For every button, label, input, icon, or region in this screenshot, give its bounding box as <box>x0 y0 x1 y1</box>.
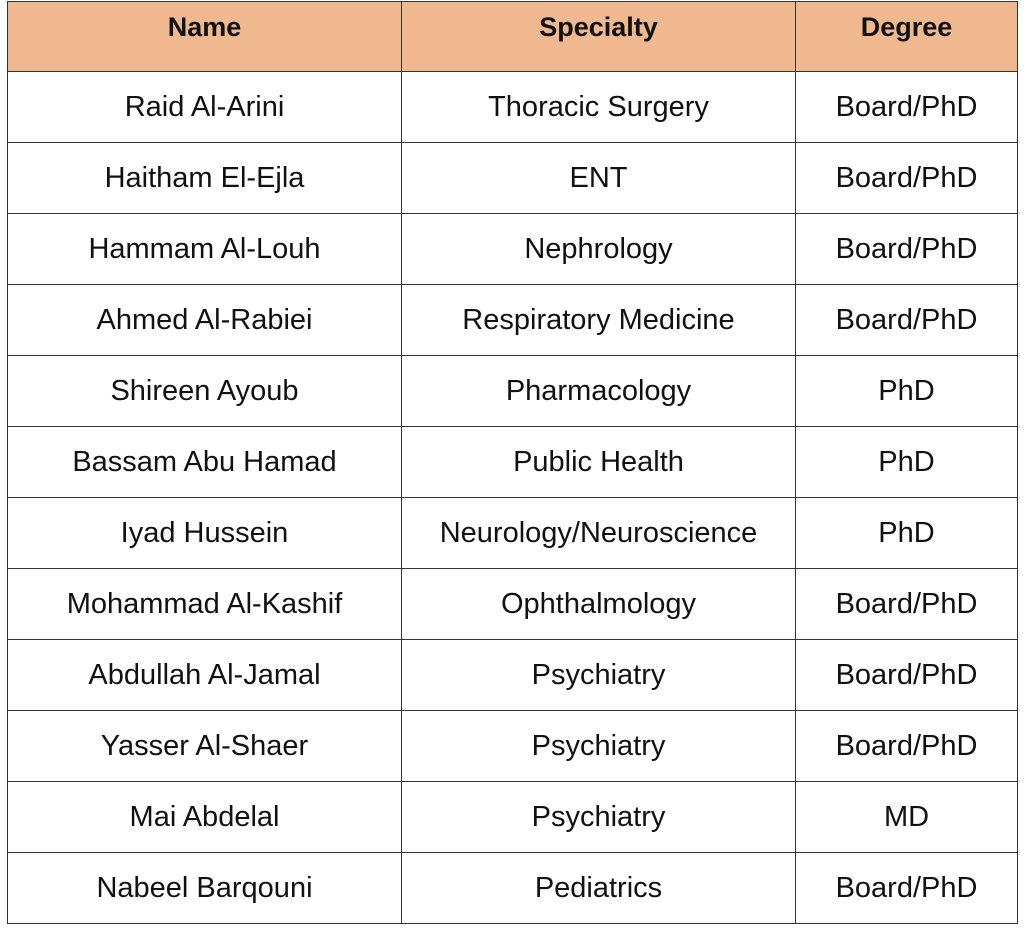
table-row <box>8 711 1018 782</box>
degree-cell: Board/PhD <box>796 853 1018 924</box>
specialty-cell: Pharmacology <box>402 356 796 427</box>
table-row <box>8 640 1018 711</box>
table-row <box>8 214 1018 285</box>
specialty-cell: Psychiatry <box>402 711 796 782</box>
column-header-degree: Degree <box>796 2 1018 72</box>
degree-cell: PhD <box>796 427 1018 498</box>
specialty-cell: Thoracic Surgery <box>402 72 796 143</box>
degree-cell: Board/PhD <box>796 569 1018 640</box>
table-body <box>8 72 1018 924</box>
name-cell: Mohammad Al-Kashif <box>8 569 402 640</box>
name-cell: Hammam Al-Louh <box>8 214 402 285</box>
name-cell: Ahmed Al-Rabiei <box>8 285 402 356</box>
specialty-cell: Neurology/Neuroscience <box>402 498 796 569</box>
table-row <box>8 427 1018 498</box>
table-row <box>8 782 1018 853</box>
name-cell: Nabeel Barqouni <box>8 853 402 924</box>
specialty-cell: Psychiatry <box>402 782 796 853</box>
table-row <box>8 72 1018 143</box>
table-header <box>8 2 1018 72</box>
table-row <box>8 569 1018 640</box>
specialty-cell: Respiratory Medicine <box>402 285 796 356</box>
faculty-table <box>7 1 1018 924</box>
table-row <box>8 143 1018 214</box>
degree-cell: Board/PhD <box>796 72 1018 143</box>
degree-cell: PhD <box>796 498 1018 569</box>
table-row <box>8 498 1018 569</box>
name-cell: Raid Al-Arini <box>8 72 402 143</box>
degree-cell: Board/PhD <box>796 640 1018 711</box>
specialty-cell: Ophthalmology <box>402 569 796 640</box>
name-cell: Shireen Ayoub <box>8 356 402 427</box>
name-cell: Haitham El-Ejla <box>8 143 402 214</box>
name-cell: Iyad Hussein <box>8 498 402 569</box>
name-cell: Yasser Al-Shaer <box>8 711 402 782</box>
name-cell: Abdullah Al-Jamal <box>8 640 402 711</box>
degree-cell: MD <box>796 782 1018 853</box>
header-row <box>8 2 1018 72</box>
degree-cell: Board/PhD <box>796 143 1018 214</box>
column-header-specialty: Specialty <box>402 2 796 72</box>
faculty-table-container <box>7 1 1017 924</box>
degree-cell: Board/PhD <box>796 214 1018 285</box>
column-header-name: Name <box>8 2 402 72</box>
table-row <box>8 853 1018 924</box>
specialty-cell: Nephrology <box>402 214 796 285</box>
name-cell: Mai Abdelal <box>8 782 402 853</box>
specialty-cell: Psychiatry <box>402 640 796 711</box>
name-cell: Bassam Abu Hamad <box>8 427 402 498</box>
degree-cell: Board/PhD <box>796 285 1018 356</box>
degree-cell: PhD <box>796 356 1018 427</box>
table-row <box>8 356 1018 427</box>
specialty-cell: Pediatrics <box>402 853 796 924</box>
degree-cell: Board/PhD <box>796 711 1018 782</box>
specialty-cell: Public Health <box>402 427 796 498</box>
table-row <box>8 285 1018 356</box>
specialty-cell: ENT <box>402 143 796 214</box>
